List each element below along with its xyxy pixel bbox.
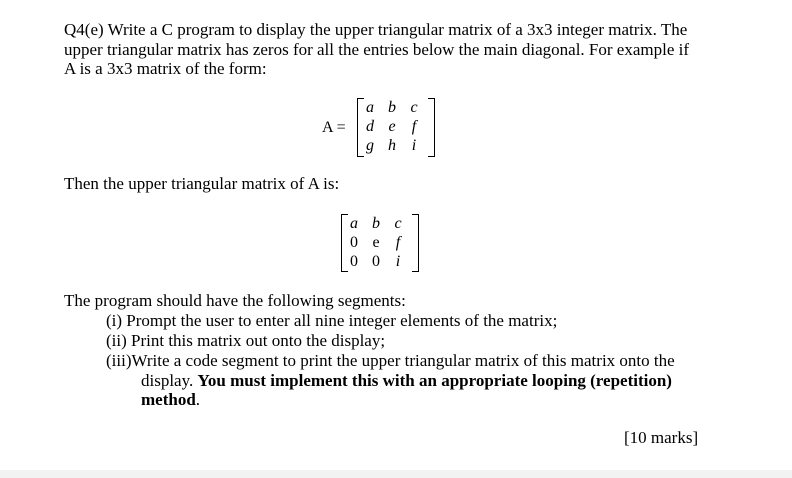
matrix-upper-cell: a	[350, 215, 358, 232]
then-line: Then the upper triangular matrix of A is:	[64, 174, 340, 193]
matrix-a-label: A =	[322, 119, 346, 136]
matrix-upper-cell: i	[395, 253, 401, 270]
matrix-upper-cell: 0	[350, 253, 358, 270]
segment-3-normal-text: display.	[141, 371, 198, 390]
segment-1: (i) Prompt the user to enter all nine integer elements of the matrix;	[106, 311, 558, 330]
matrix-upper-cell: f	[395, 234, 401, 251]
matrix-upper-cell: c	[394, 215, 402, 232]
matrix-a-grid	[359, 98, 425, 155]
matrix-upper-right-bracket	[412, 214, 419, 272]
intro-line-3: A is a 3x3 matrix of the form:	[64, 59, 267, 78]
matrix-upper-cell: b	[372, 215, 380, 232]
matrix-a-cell: i	[411, 137, 417, 154]
matrix-a-cell: h	[388, 137, 396, 154]
segment-3-bold-method: method	[141, 390, 196, 409]
matrix-a-cell: b	[388, 99, 396, 116]
matrix-a-cell: d	[366, 118, 374, 135]
matrix-upper-grid	[343, 214, 409, 271]
segments-intro: The program should have the following segments:	[64, 291, 406, 310]
matrix-a-cell: g	[366, 137, 374, 154]
matrix-a-cell: f	[411, 118, 417, 135]
matrix-upper-cell: 0	[372, 253, 380, 270]
segment-2: (ii) Print this matrix out onto the display;	[106, 331, 386, 350]
segment-3-line-1: (iii)Write a code segment to print the upper triangular matrix of this matrix onto the	[106, 351, 675, 370]
marks-label: [10 marks]	[624, 428, 699, 447]
matrix-a-cell: e	[388, 118, 396, 135]
intro-line-1: Q4(e) Write a C program to display the upper triangular matrix of a 3x3 integer matrix. The	[64, 20, 688, 39]
bottom-band	[0, 470, 792, 478]
intro-line-2: upper triangular matrix has zeros for all the entries below the main diagonal. For example if	[64, 40, 690, 59]
matrix-a-cell: a	[366, 99, 374, 116]
segment-3-line-2	[141, 371, 672, 391]
matrix-upper-cell: 0	[350, 234, 358, 251]
segment-3-bold-text: You must implement this with an appropriate looping (repetition)	[197, 371, 672, 390]
segment-3-period: .	[195, 390, 201, 409]
matrix-upper-cell: e	[372, 234, 380, 251]
matrix-a-right-bracket	[428, 98, 435, 157]
segment-3-line-3	[141, 390, 200, 410]
matrix-a-cell: c	[410, 99, 418, 116]
